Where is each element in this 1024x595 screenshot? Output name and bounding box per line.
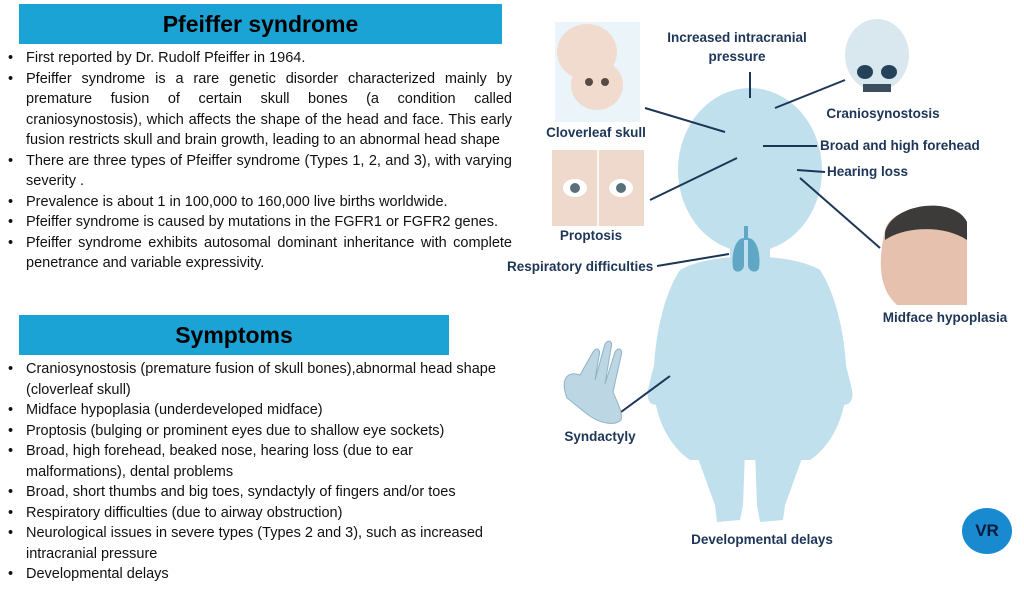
symptom-bullet: • Respiratory difficulties (due to airway obstruction) xyxy=(0,503,512,524)
label-syndactyly: Syndactyly xyxy=(564,429,636,444)
vr-logo-badge: VR xyxy=(962,508,1012,554)
midface-hypoplasia-image xyxy=(881,206,967,305)
about-title: Pfeiffer syndrome xyxy=(19,4,502,44)
symptom-bullet: • Broad, short thumbs and big toes, syndactyly of fingers and/or toes xyxy=(0,482,512,503)
label-broad-high-forehead: Broad and high forehead xyxy=(820,138,980,153)
proptosis-eyes-image xyxy=(552,150,644,226)
label-increased-intracranial-pressure-cont: pressure xyxy=(708,49,766,64)
symptoms-bullet-list xyxy=(0,359,512,585)
about-bullet: • Pfeiffer syndrome is caused by mutations in the FGFR1 or FGFR2 genes. xyxy=(0,212,512,233)
symptom-bullet: • Developmental delays xyxy=(0,564,512,585)
label-midface-hypoplasia: Midface hypoplasia xyxy=(882,310,1008,325)
label-proptosis: Proptosis xyxy=(559,228,623,243)
about-bullet-list xyxy=(0,48,512,274)
syndactyly-hand-image xyxy=(564,341,621,423)
symptom-bullet: • Broad, high forehead, beaked nose, hearing loss (due to ear malformations), dental problems xyxy=(0,441,512,482)
label-developmental-delays: Developmental delays xyxy=(691,532,833,547)
about-bullet: • Prevalence is about 1 in 100,000 to 160,000 live births worldwide. xyxy=(0,192,512,213)
label-craniosynostosis: Craniosynostosis xyxy=(826,106,940,121)
label-increased-intracranial-pressure: Increased intracranial xyxy=(667,30,807,45)
symptoms-title: Symptoms xyxy=(19,315,449,355)
craniosynostosis-skull-image xyxy=(845,19,909,92)
label-hearing-loss: Hearing loss xyxy=(827,164,909,179)
symptom-bullet: • Neurological issues in severe types (Types 2 and 3), such as increased intracranial pressure xyxy=(0,523,512,564)
about-bullet: • There are three types of Pfeiffer syndrome (Types 1, 2, and 3), with varying severity . xyxy=(0,151,512,192)
symptom-bullet: • Craniosynostosis (premature fusion of skull bones),abnormal head shape (cloverleaf skull) xyxy=(0,359,512,400)
label-cloverleaf-skull: Cloverleaf skull xyxy=(546,125,646,140)
symptom-bullet: • Proptosis (bulging or prominent eyes due to shallow eye sockets) xyxy=(0,421,512,442)
label-respiratory-difficulties: Respiratory difficulties xyxy=(507,259,654,274)
child-body-silhouette xyxy=(648,88,853,522)
cloverleaf-skull-image xyxy=(555,22,640,122)
about-bullet: • Pfeiffer syndrome exhibits autosomal dominant inheritance with complete penetrance and variable expressivity. xyxy=(0,233,512,274)
symptom-bullet: • Midface hypoplasia (underdeveloped midface) xyxy=(0,400,512,421)
about-bullet: • First reported by Dr. Rudolf Pfeiffer in 1964. xyxy=(0,48,512,69)
about-bullet: • Pfeiffer syndrome is a rare genetic disorder characterized mainly by premature fusion of certain skull bones (a condition called craniosynostosis), which affects the shape of the head and face. This early fusion restricts skull and brain growth, leading to an abnormal head shape xyxy=(0,69,512,151)
symptom-body-diagram xyxy=(505,0,1024,595)
